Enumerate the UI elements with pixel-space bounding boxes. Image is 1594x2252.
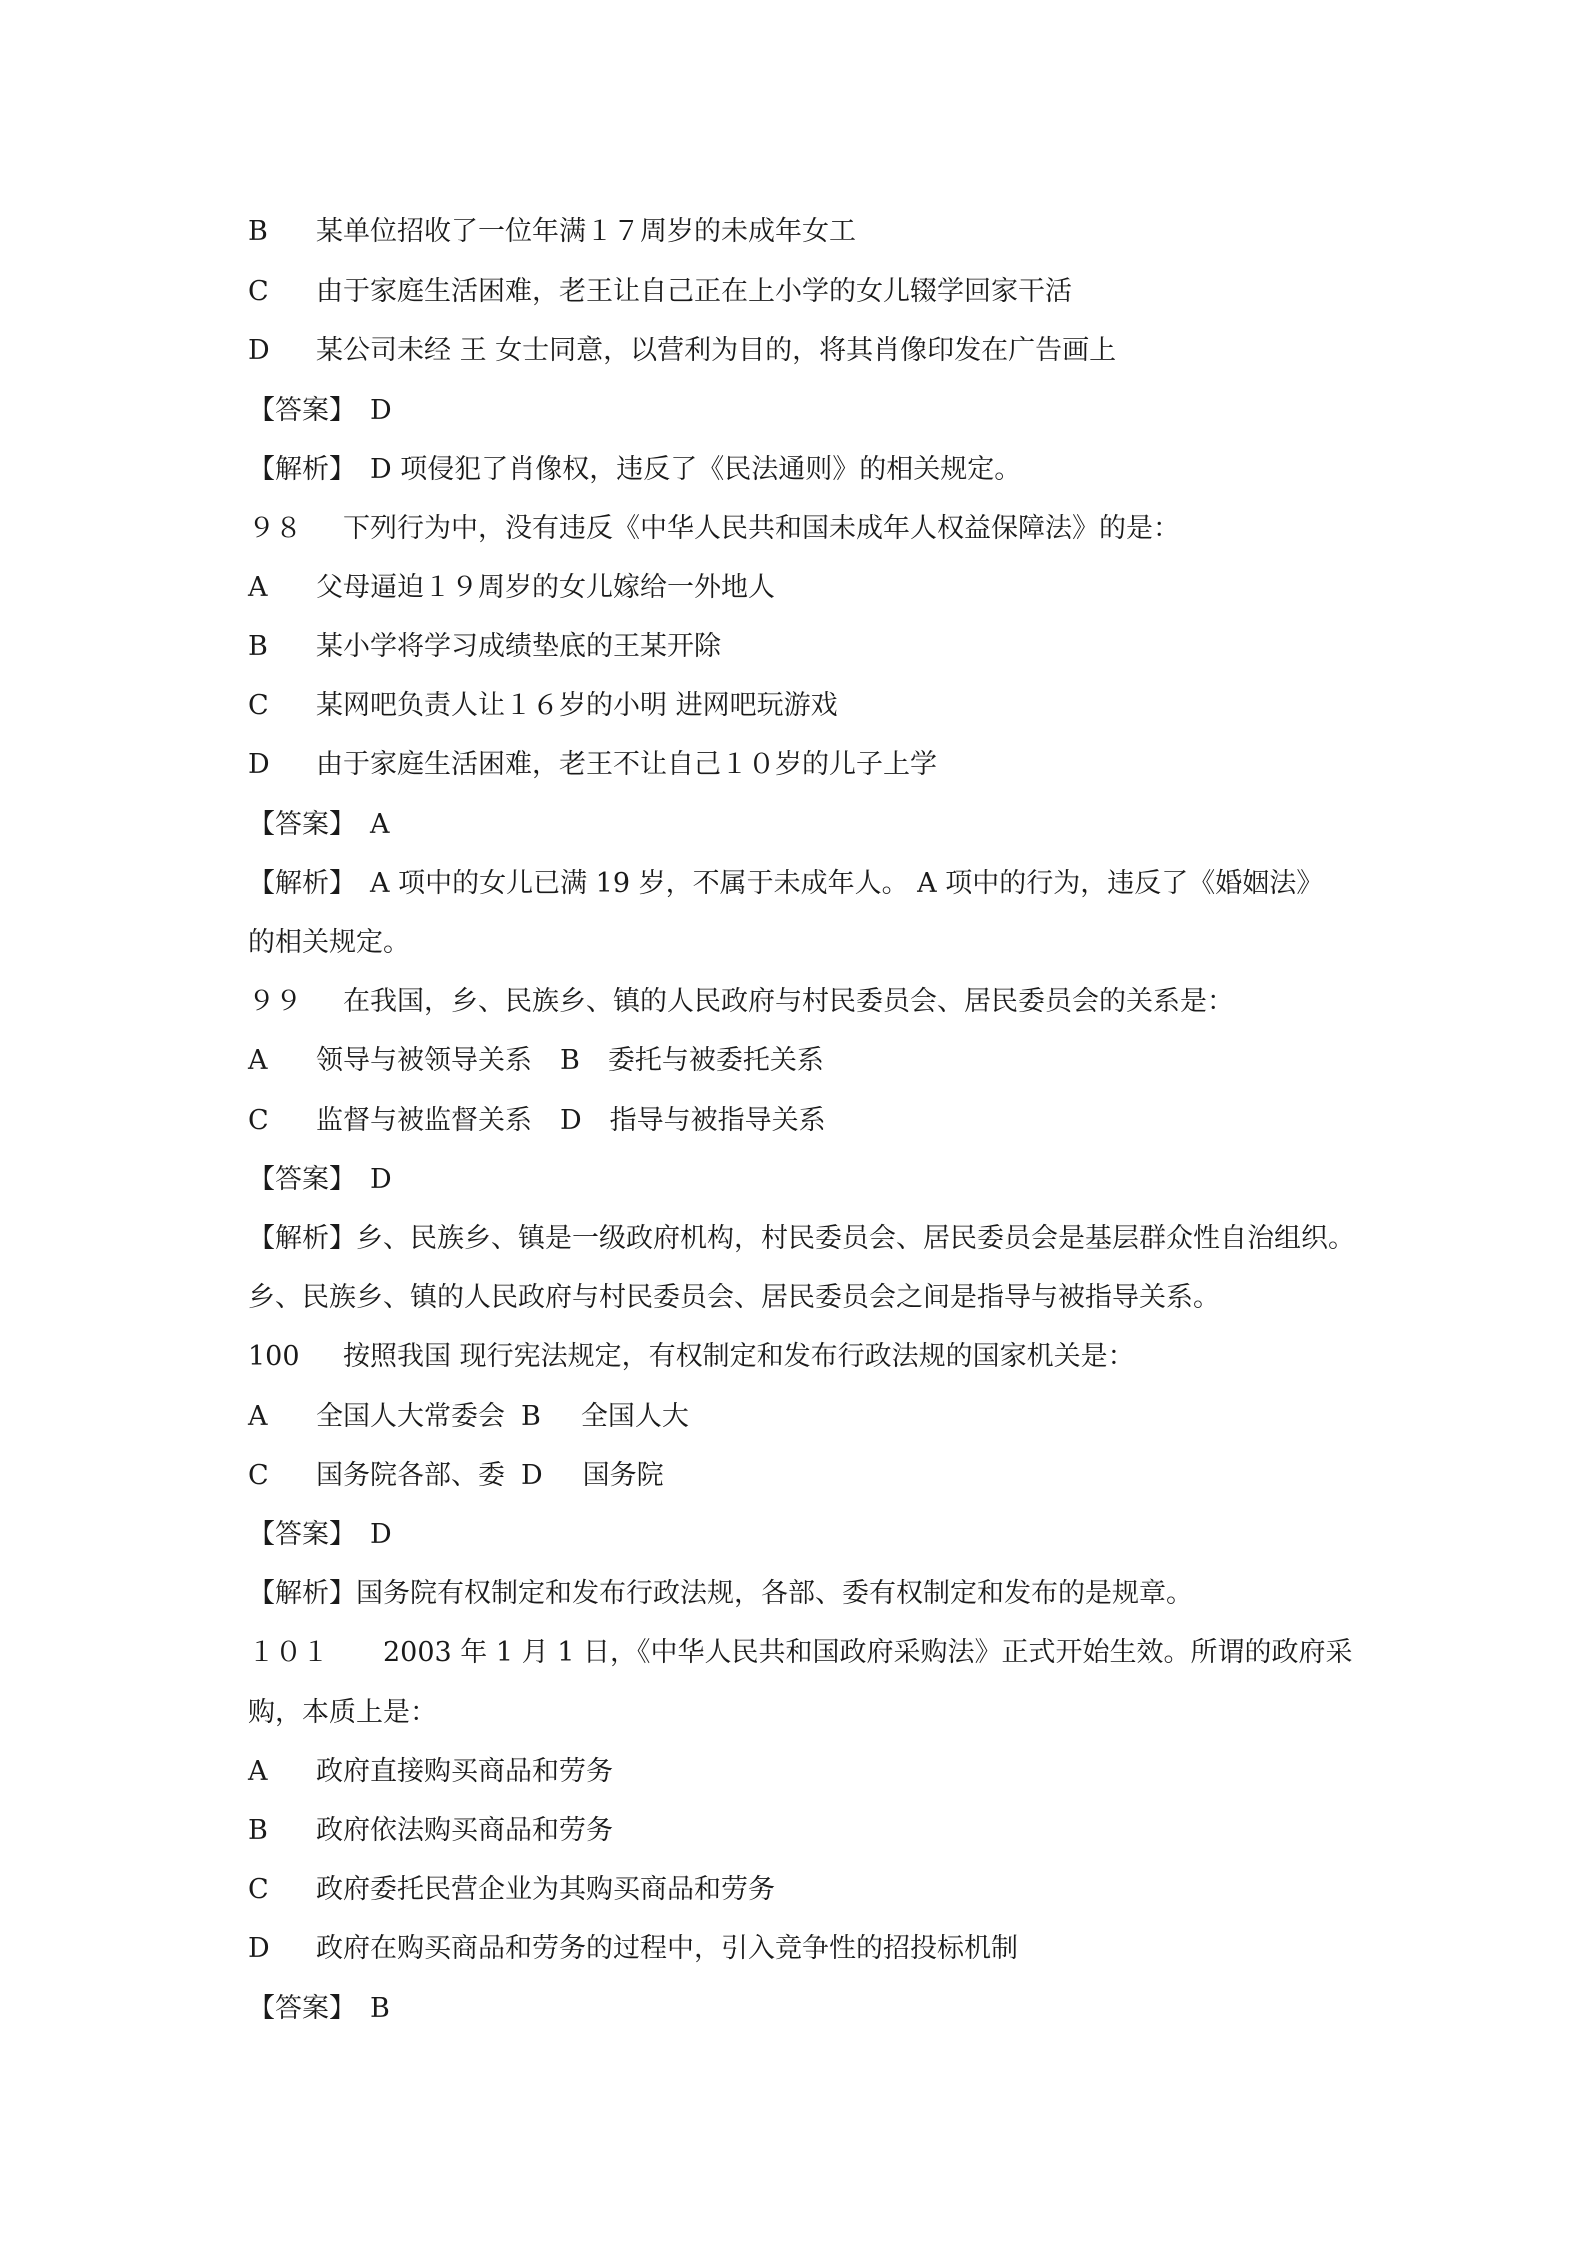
analysis-line [248,453,1021,487]
answer-tag: 【答案】 [248,395,356,426]
analysis-continuation: 乡、民族乡、镇的人民政府与村民委员会、居民委员会之间是指导与被指导关系。 [248,1282,1220,1313]
answer-line [248,1992,390,2026]
question-stem [248,512,1180,546]
option-label: C [248,1460,269,1491]
option-line [248,748,937,782]
option-text: 国务院各部、委 [316,1460,505,1491]
analysis-text: 乡、民族乡、镇是一级政府机构，村民委员会、居民委员会是基层群众性自治组织。 [356,1223,1355,1254]
question-stem-continuation: 购，本质上是： [248,1697,437,1728]
option-line [248,1873,775,1907]
option-label: C [248,1874,269,1905]
option-line [248,275,1072,309]
answer-line [248,1163,392,1197]
answer-value: D [370,1164,392,1195]
analysis-tag: 【解析】 [248,868,356,899]
question-text: 在我国，乡、民族乡、镇的人民政府与村民委员会、居民委员会的关系是： [343,986,1234,1017]
option-text: 政府直接购买商品和劳务 [316,1756,613,1787]
option-label: B [521,1401,541,1432]
option-label: C [248,1105,269,1136]
analysis-text: 国务院有权制定和发布行政法规，各部、委有权制定和发布的是规章。 [356,1578,1193,1609]
option-text: 政府委托民营企业为其购买商品和劳务 [316,1874,775,1905]
option-label: B [248,631,268,662]
option-label: A [248,572,268,603]
analysis-text: D 项侵犯了肖像权，违反了《民法通则》的相关规定。 [370,454,1022,485]
option-text: 某单位招收了一位年满１７周岁的未成年女工 [316,216,856,247]
option-text: 由于家庭生活困难，老王不让自己１０岁的儿子上学 [316,749,937,780]
option-line [248,630,721,664]
option-text: 某网吧负责人让１６岁的小明 进网吧玩游戏 [316,690,838,721]
option-text: 指导与被指导关系 [609,1105,826,1136]
analysis-tag: 【解析】 [248,1223,356,1254]
option-line [248,571,775,605]
analysis-tag: 【解析】 [248,454,356,485]
option-label: B [560,1045,580,1076]
answer-line [248,394,392,428]
question-number: 100 [248,1341,300,1372]
option-text: 委托与被委托关系 [607,1045,824,1076]
option-text: 政府依法购买商品和劳务 [316,1815,613,1846]
answer-tag: 【答案】 [248,1519,356,1550]
option-line [248,215,856,249]
option-label: A [248,1045,268,1076]
option-label: C [248,690,269,721]
question-text: 2003 年 1 月 1 日，《中华人民共和国政府采购法》正式开始生效。所谓的政府采 [383,1637,1353,1668]
option-text: 监督与被监督关系 [316,1105,532,1136]
analysis-line [248,1222,1355,1256]
answer-tag: 【答案】 [248,809,356,840]
analysis-continuation: 的相关规定。 [248,927,410,958]
option-label: D [248,749,270,780]
answer-value: B [370,1993,390,2024]
question-text: 下列行为中，没有违反《中华人民共和国未成年人权益保障法》的是： [343,513,1180,544]
question-stem [248,1636,1352,1670]
option-row [248,1044,824,1078]
answer-tag: 【答案】 [248,1993,356,2024]
option-label: A [248,1756,268,1787]
option-row [248,1459,664,1493]
answer-value: A [370,809,390,840]
option-text: 由于家庭生活困难，老王让自己正在上小学的女儿辍学回家干活 [316,276,1072,307]
question-stem [248,1340,1135,1374]
answer-line [248,808,390,842]
option-label: D [521,1460,543,1491]
option-text: 某小学将学习成绩垫底的王某开除 [316,631,721,662]
question-stem [248,985,1234,1019]
question-number: ９９ [248,986,302,1017]
analysis-line [248,867,1323,901]
option-label: A [248,1401,268,1432]
answer-line [248,1518,392,1552]
question-number: ９８ [248,513,302,544]
answer-value: D [370,1519,392,1550]
question-number: １０１ [248,1637,329,1668]
answer-tag: 【答案】 [248,1164,356,1195]
option-row [248,1400,689,1434]
option-label: B [248,1815,268,1846]
option-line [248,1755,613,1789]
option-text: 领导与被领导关系 [316,1045,532,1076]
option-label: D [560,1105,582,1136]
option-line [248,689,838,723]
option-text: 全国人大 [580,1401,689,1432]
option-line [248,1932,1018,1966]
option-label: D [248,335,270,366]
option-text: 全国人大常委会 [316,1401,505,1432]
option-label: B [248,216,268,247]
option-text: 某公司未经 王 女士同意，以营利为目的，将其肖像印发在广告画上 [316,335,1117,366]
option-text: 国务院 [582,1460,664,1491]
analysis-line [248,1577,1193,1611]
option-row [248,1104,826,1138]
answer-value: D [370,395,392,426]
option-line [248,1814,613,1848]
analysis-tag: 【解析】 [248,1578,356,1609]
question-text: 按照我国 现行宪法规定，有权制定和发布行政法规的国家机关是： [343,1341,1135,1372]
option-label: D [248,1933,270,1964]
option-line [248,334,1116,368]
option-text: 父母逼迫１９周岁的女儿嫁给一外地人 [316,572,775,603]
option-text: 政府在购买商品和劳务的过程中，引入竞争性的招投标机制 [316,1933,1018,1964]
analysis-text: A 项中的女儿已满 19 岁，不属于未成年人。 A 项中的行为，违反了《婚姻法》 [370,868,1324,899]
option-label: C [248,276,269,307]
